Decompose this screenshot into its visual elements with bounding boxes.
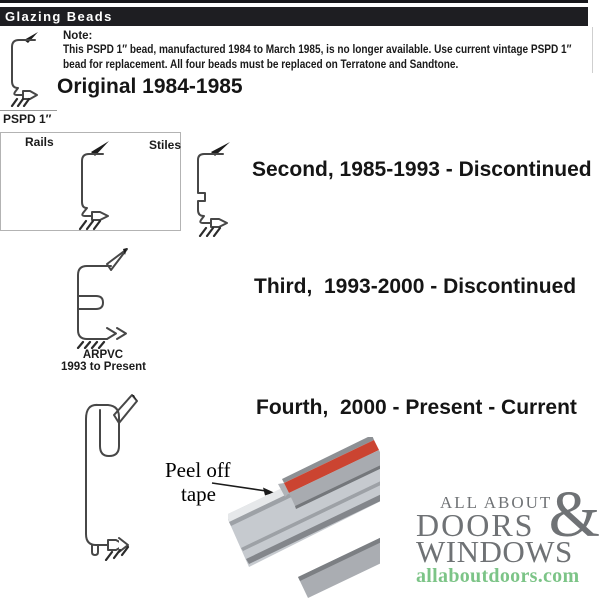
logo-line-doors: DOORS (416, 507, 535, 543)
logo-line-all-about: ALL ABOUT (440, 493, 553, 512)
peel-off-label-line1: Peel off (165, 458, 231, 482)
logo-line-windows: WINDOWS (416, 534, 573, 569)
rails-bead-profile-icon (63, 136, 115, 232)
original-bead-profile-icon (4, 31, 42, 107)
logo-website: allaboutdoors.com (416, 565, 580, 587)
note-block (63, 29, 598, 72)
top-rule (0, 0, 588, 3)
arpvc-caption: ARPVC (82, 349, 124, 361)
note-text-line2: bead for replacement. All four beads must be replaced on Terratone and Sandtone. (63, 58, 459, 71)
heading-second: Second, 1985-1993 - Discontinued (252, 158, 592, 181)
rails-label: Rails (25, 135, 54, 149)
note-label: Note: (63, 30, 93, 42)
heading-third: Third, 1993-2000 - Discontinued (254, 275, 577, 298)
heading-original: Original 1984-1985 (57, 75, 243, 98)
note-text-line1: This PSPD 1″ bead, manufactured 1984 to March 1985, is no longer available. Use current vintage PSPD 1″ (63, 44, 572, 56)
stiles-label: Stiles (149, 138, 182, 152)
peel-off-label-line2: tape (181, 482, 216, 506)
note-box-border (592, 27, 593, 73)
heading-fourth: Fourth, 2000 - Present - Current (256, 396, 577, 419)
bead-product-photo (228, 437, 380, 600)
divider-line (0, 110, 57, 111)
arpvc-bead-profile-icon (67, 245, 135, 349)
section-header-bar (0, 7, 588, 26)
logo-ampersand: & (548, 478, 600, 551)
stiles-bead-profile-icon (185, 139, 235, 237)
arpvc-date-caption: 1993 to Present (60, 361, 146, 373)
current-bead-profile-icon (70, 389, 142, 561)
page-title: Glazing Beads (5, 9, 113, 24)
company-logo (416, 478, 600, 588)
pspd-caption: PSPD 1″ (3, 112, 52, 126)
